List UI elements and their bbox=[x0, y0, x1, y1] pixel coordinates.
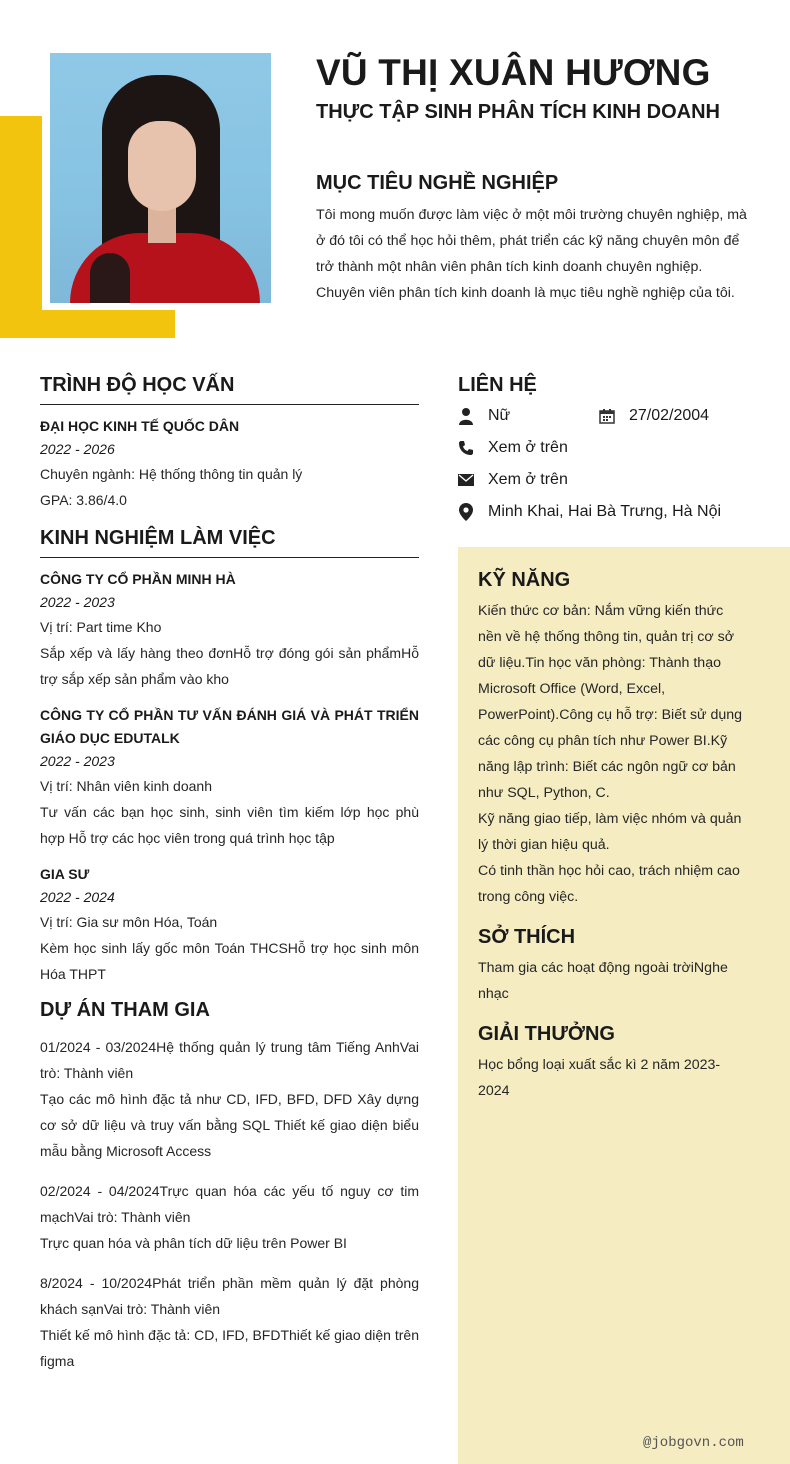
awards-text: Học bổng loại xuất sắc kì 2 năm 2023-2024 bbox=[478, 1057, 721, 1099]
contact-email bbox=[458, 468, 568, 492]
candidate-name: VŨ THỊ XUÂN HƯƠNG bbox=[316, 52, 711, 93]
skills-text: Kiến thức cơ bản: Nắm vững kiến thức nền về hệ thống thông tin, quản trị cơ sở dữ liệu.Tin học văn phòng: Thành thạo Microsoft Office (Word, Excel, PowerPoint).Công cụ hỗ trợ: Biết sử dụng các công cụ phân tích như Power BI.Kỹ năng lập trình: Biết các ngôn ngữ cơ bản như SQL, Python, C. bbox=[478, 603, 743, 801]
birthday-value: 27/02/2004 bbox=[629, 407, 710, 424]
contact-address bbox=[458, 500, 721, 524]
skills-panel bbox=[458, 547, 790, 1464]
education-heading: TRÌNH ĐỘ HỌC VẤN bbox=[40, 374, 419, 405]
education-major: Chuyên ngành: Hệ thống thông tin quản lý bbox=[40, 466, 303, 482]
experience-description: Sắp xếp và lấy hàng theo đơnHỗ trợ đóng gói sản phẩmHỗ trợ sắp xếp sản phẩm vào kho bbox=[40, 645, 419, 687]
project-description: Thiết kế mô hình đặc tả: CD, IFD, BFDThiết kế giao diện trên figma bbox=[40, 1327, 419, 1369]
project-item bbox=[40, 1178, 419, 1256]
experience-company: CÔNG TY CỔ PHẦN TƯ VẤN ĐÁNH GIÁ VÀ PHÁT TRIỂN GIÁO DỤC EDUTALK bbox=[40, 707, 419, 746]
phone-icon bbox=[458, 439, 474, 457]
education-school: ĐẠI HỌC KINH TẾ QUỐC DÂN bbox=[40, 418, 240, 434]
project-description: Trực quan hóa và phân tích dữ liệu trên Power BI bbox=[40, 1235, 347, 1251]
contact-gender bbox=[458, 404, 510, 428]
experience-item bbox=[40, 704, 419, 851]
experience-position: Vị trí: Nhân viên kinh doanh bbox=[40, 778, 212, 794]
left-column bbox=[40, 374, 419, 1374]
experience-description: Kèm học sinh lấy gốc môn Toán THCSHỗ trợ học sinh môn Hóa THPT bbox=[40, 940, 419, 982]
experience-position: Vị trí: Gia sư môn Hóa, Toán bbox=[40, 914, 218, 930]
contact-heading: LIÊN HỆ bbox=[458, 374, 537, 396]
profile-photo bbox=[50, 53, 271, 303]
accent-bar-bottom bbox=[0, 310, 175, 338]
skills-text: Kỹ năng giao tiếp, làm việc nhóm và quản lý thời gian hiệu quả. bbox=[478, 811, 742, 853]
gender-value: Nữ bbox=[488, 407, 511, 424]
experience-date: 2022 - 2024 bbox=[40, 889, 115, 905]
hobbies-heading: SỞ THÍCH bbox=[478, 926, 576, 948]
accent-bar-left bbox=[0, 116, 42, 338]
skills-heading: KỸ NĂNG bbox=[478, 569, 571, 591]
location-pin-icon bbox=[458, 503, 474, 521]
person-icon bbox=[458, 407, 474, 425]
project-header: 8/2024 - 10/2024Phát triển phần mềm quản lý đặt phòng khách sạnVai trò: Thành viên bbox=[40, 1275, 419, 1317]
experience-date: 2022 - 2023 bbox=[40, 594, 115, 610]
contact-birthday bbox=[599, 404, 709, 428]
footer-watermark: @jobgovn.com bbox=[643, 1435, 744, 1451]
objective-heading: MỤC TIÊU NGHỀ NGHIỆP bbox=[316, 172, 559, 194]
education-date: 2022 - 2026 bbox=[40, 441, 115, 457]
experience-company: CÔNG TY CỔ PHẦN MINH HÀ bbox=[40, 571, 236, 587]
email-value: Xem ở trên bbox=[488, 471, 568, 488]
experience-company: GIA SƯ bbox=[40, 866, 90, 882]
experience-heading: KINH NGHIỆM LÀM VIỆC bbox=[40, 527, 419, 558]
skills-text: Có tinh thần học hỏi cao, trách nhiệm cao trong công việc. bbox=[478, 863, 740, 905]
awards-heading: GIẢI THƯỞNG bbox=[478, 1023, 615, 1045]
objective-text: Tôi mong muốn được làm việc ở một môi trường chuyên nghiệp, mà ở đó tôi có thể học hỏi thêm, phát triển các kỹ năng chuyên môn để trở thành một nhân viên phân tích kinh doanh chuyên nghiệp. Chuyên viên phân tích kinh doanh là mục tiêu nghề nghiệp của tôi. bbox=[316, 207, 747, 301]
project-header: 01/2024 - 03/2024Hệ thống quản lý trung tâm Tiếng AnhVai trò: Thành viên bbox=[40, 1039, 419, 1081]
projects-heading: DỰ ÁN THAM GIA bbox=[40, 999, 210, 1021]
experience-item bbox=[40, 863, 419, 987]
experience-position: Vị trí: Part time Kho bbox=[40, 619, 162, 635]
job-title: THỰC TẬP SINH PHÂN TÍCH KINH DOANH bbox=[316, 101, 721, 123]
education-gpa: GPA: 3.86/4.0 bbox=[40, 492, 127, 508]
project-header: 02/2024 - 04/2024Trực quan hóa các yếu tố nguy cơ tim mạchVai trò: Thành viên bbox=[40, 1183, 419, 1225]
phone-value: Xem ở trên bbox=[488, 439, 568, 456]
mail-icon bbox=[458, 471, 474, 489]
experience-date: 2022 - 2023 bbox=[40, 753, 115, 769]
hobbies-text: Tham gia các hoạt động ngoài trờiNghe nhạc bbox=[478, 960, 728, 1002]
project-item bbox=[40, 1270, 419, 1374]
contact-phone bbox=[458, 436, 568, 460]
project-item bbox=[40, 1034, 419, 1164]
project-description: Tạo các mô hình đặc tả như CD, IFD, BFD, DFD Xây dựng cơ sở dữ liệu và truy vấn bằng SQL Thiết kế giao diện biểu mẫu bằng Microsoft Access bbox=[40, 1091, 419, 1159]
calendar-icon bbox=[599, 407, 615, 425]
experience-item bbox=[40, 568, 419, 692]
address-value: Minh Khai, Hai Bà Trưng, Hà Nội bbox=[488, 503, 722, 520]
experience-description: Tư vấn các bạn học sinh, sinh viên tìm kiếm lớp học phù hợp Hỗ trợ các học viên trong quá trình học tập bbox=[40, 804, 419, 846]
